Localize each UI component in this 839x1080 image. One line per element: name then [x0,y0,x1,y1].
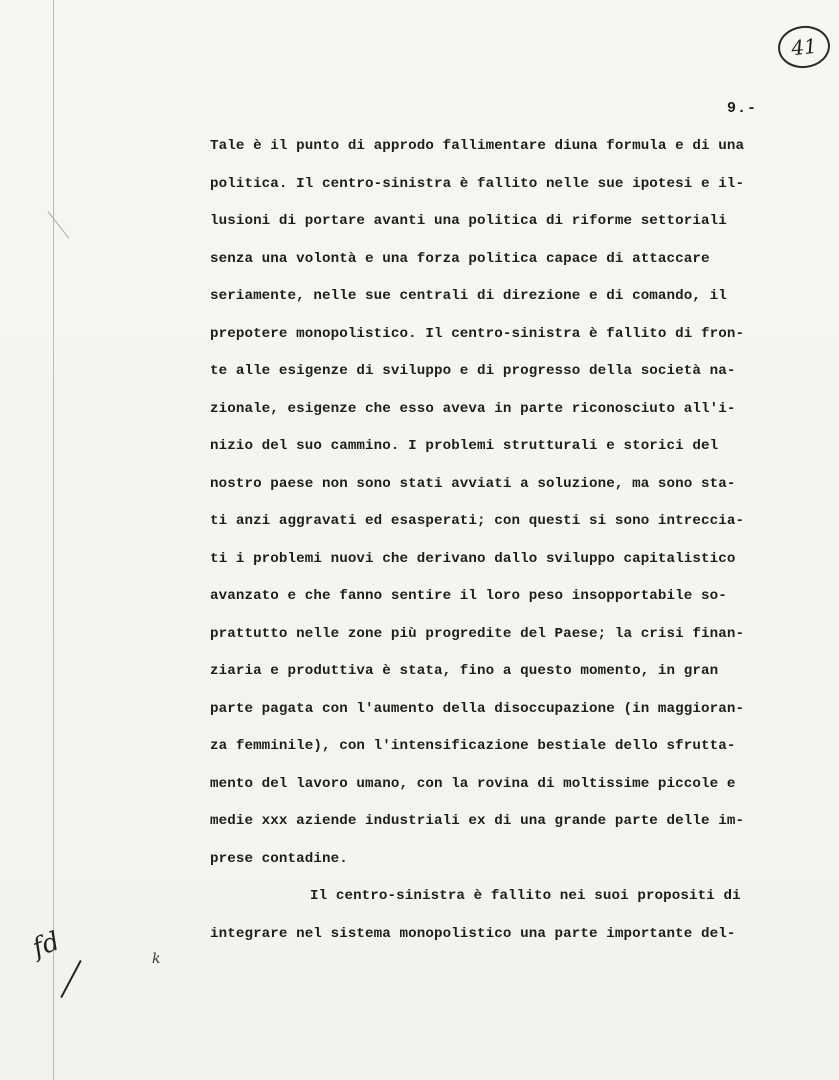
text-line: avanzato e che fanno sentire il loro peso insopportabile so- [210,588,727,604]
handwritten-initials: fd [28,926,64,964]
margin-mark: k [152,951,161,967]
text-line: lusioni di portare avanti una politica di riforme settoriali [210,213,727,229]
text-line: za femminile), con l'intensificazione bestiale dello sfrutta- [210,738,736,754]
text-line: Tale è il punto di approdo fallimentare diuna formula e di una [210,138,745,154]
page-number: 9.- [727,100,758,117]
pencil-mark [48,211,70,238]
text-line: senza una volontà e una forza politica capace di attaccare [210,250,710,267]
text-line: prattutto nelle zone più progredite del Paese; la crisi finan- [210,625,745,642]
text-line: parte pagata con l'aumento della disoccupazione (in maggioran- [210,700,745,717]
typed-body-text [210,128,830,953]
text-line: ti anzi aggravati ed esasperati; con questi si sono intreccia- [210,513,745,529]
paragraph-start-line: Il centro-sinistra è fallito nei suoi propositi di [310,888,741,904]
text-line: ti i problemi nuovi che derivano dallo sviluppo capitalistico [210,550,736,567]
text-line: ziaria e produttiva è stata, fino a questo momento, in gran [210,663,719,679]
text-line: nizio del suo cammino. I problemi strutturali e storici del [210,438,719,454]
text-line: politica. Il centro-sinistra è fallito nelle sue ipotesi e il- [210,175,745,192]
text-line: integrare nel sistema monopolistico una parte importante del- [210,925,736,942]
text-line: mento del lavoro umano, con la rovina di moltissime piccole e [210,775,736,792]
text-line: zionale, esigenze che esso aveva in parte riconosciuto all'i- [210,400,736,417]
margin-rule [53,0,54,1080]
folio-number: 41 [790,33,818,61]
text-line: medie xxx aziende industriali ex di una grande parte delle im- [210,813,745,829]
text-line: te alle esigenze di sviluppo e di progresso della società na- [210,363,736,379]
text-line: seriamente, nelle sue centrali di direzione e di comando, il [210,288,727,304]
text-line: prese contadine. [210,850,348,867]
text-line: nostro paese non sono stati avviati a soluzione, ma sono sta- [210,475,736,492]
text-line: prepotere monopolistico. Il centro-sinistra è fallito di fron- [210,325,745,342]
folio-number-circle [776,23,832,70]
handwritten-slash [60,960,81,998]
